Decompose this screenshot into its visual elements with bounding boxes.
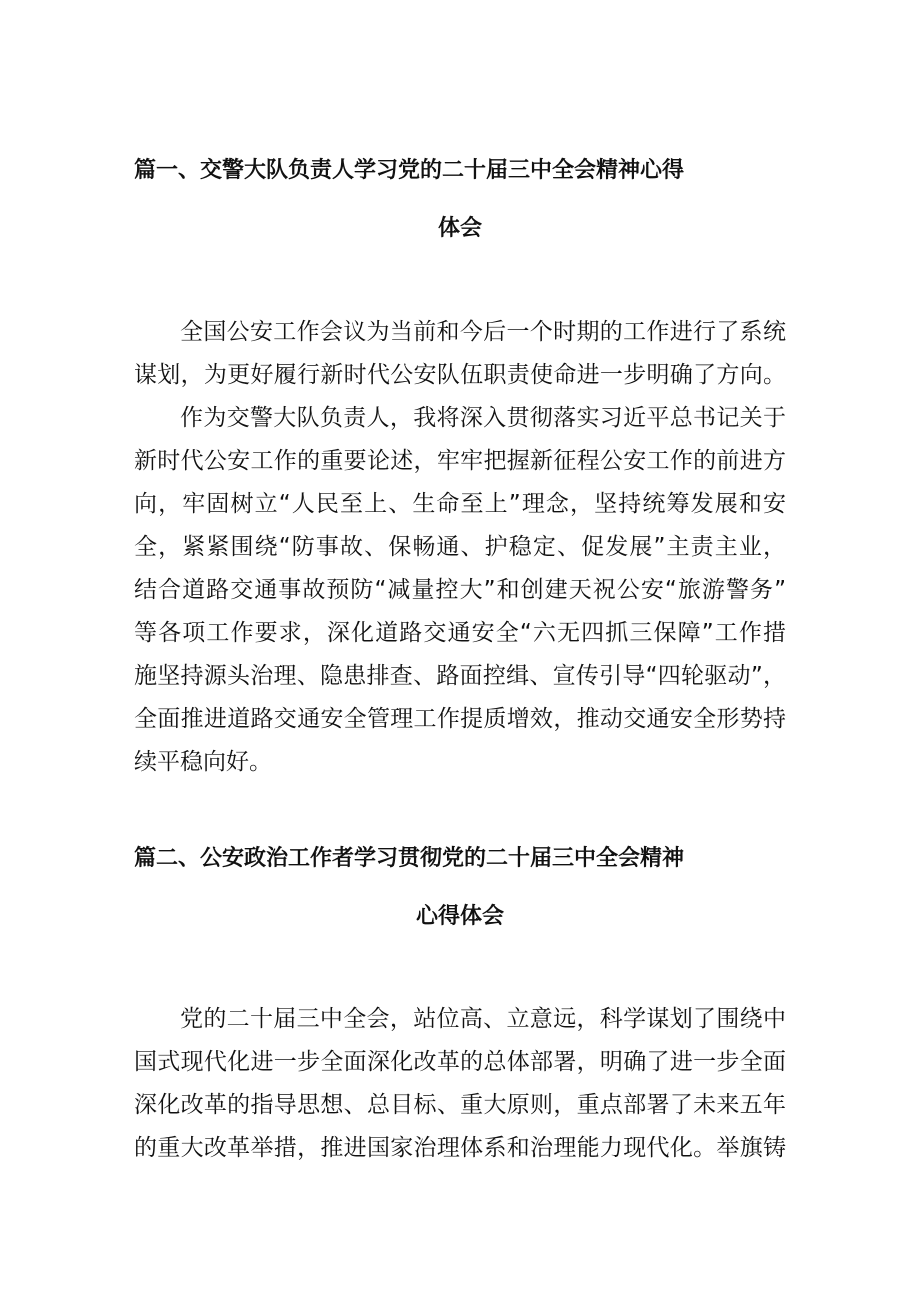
section-2-paragraph-1-line-4: 的重大改革举措，推进国家治理体系和治理能力现代化。举旗铸 — [134, 1135, 786, 1161]
section-1-paragraph-2-line-2: 新时代公安工作的重要论述，牢牢把握新征程公安工作的前进方 — [134, 448, 786, 474]
section-2-paragraph-1-line-3: 深化改革的指导思想、总目标、重大原则，重点部署了未来五年 — [134, 1092, 786, 1118]
section-1-paragraph-1-line-2: 谋划，为更好履行新时代公安队伍职责使命进一步明确了方向。 — [134, 362, 786, 388]
section-2-paragraph-1-line-2: 国式现代化进一步全面深化改革的总体部署，明确了进一步全面 — [134, 1049, 786, 1075]
section-1-paragraph-2-line-9: 续平稳向好。 — [134, 749, 272, 775]
section-1-heading-line-1: 篇一、交警大队负责人学习党的二十届三中全会精神心得 — [134, 158, 685, 183]
section-1-paragraph-2-line-4: 全，紧紧围绕“防事故、保畅通、护稳定、促发展”主责主业， — [134, 534, 786, 560]
section-1-paragraph-2-line-7: 施坚持源头治理、隐患排查、路面控缉、宣传引导“四轮驱动”， — [134, 663, 786, 689]
section-2-heading-line-1: 篇二、公安政治工作者学习贯彻党的二十届三中全会精神 — [134, 846, 685, 871]
section-1-paragraph-1-line-1: 全国公安工作会议为当前和今后一个时期的工作进行了系统 — [180, 319, 786, 345]
section-1-heading-line-2: 体会 — [437, 216, 482, 241]
section-1-paragraph-2-line-1: 作为交警大队负责人，我将深入贯彻落实习近平总书记关于 — [180, 405, 786, 431]
section-1-paragraph-2-line-8: 全面推进道路交通安全管理工作提质增效，推动交通安全形势持 — [134, 706, 786, 732]
section-2-heading-line-2: 心得体会 — [415, 904, 504, 929]
section-1-paragraph-2-line-5: 结合道路交通事故预防“减量控大”和创建天祝公安“旅游警务” — [134, 577, 786, 603]
section-2-paragraph-1-line-1: 党的二十届三中全会，站位高、立意远，科学谋划了围绕中 — [180, 1006, 786, 1032]
section-1-paragraph-2-line-6: 等各项工作要求，深化道路交通安全“六无四抓三保障”工作措 — [134, 620, 786, 646]
section-1-paragraph-2-line-3: 向，牢固树立“人民至上、生命至上”理念，坚持统筹发展和安 — [134, 491, 786, 517]
